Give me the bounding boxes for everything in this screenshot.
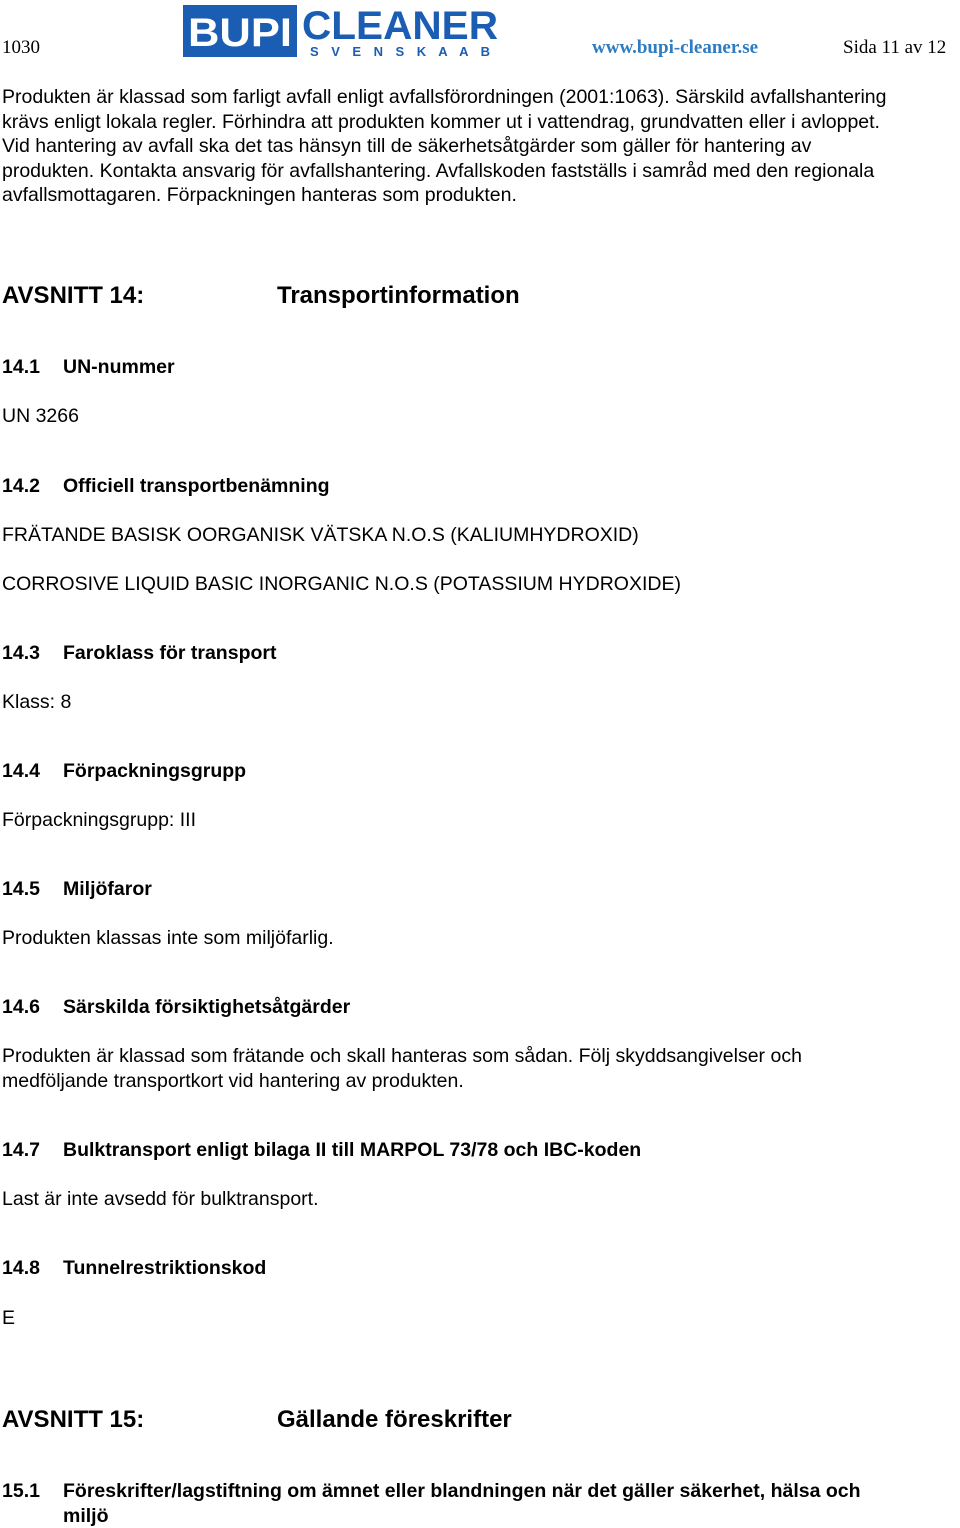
logo-word-svenska: S V E N S K A A B — [310, 44, 490, 58]
tunnel-code-value: E — [2, 1307, 16, 1329]
subsection-14-7-heading — [2, 1139, 641, 1162]
subsection-14-4-heading — [2, 760, 246, 783]
paragraph-line: produkten. Kontakta ansvarig för avfallshantering. Avfallskoden fastställs i samråd med den regionala — [2, 159, 875, 182]
subsection-title: Faroklass för transport — [63, 642, 277, 664]
environmental-hazard-value: Produkten klassas inte som miljöfarlig. — [2, 927, 334, 949]
subsection-14-6-heading — [2, 996, 350, 1019]
subsection-number: 14.7 — [2, 1139, 40, 1161]
packing-group-value: Förpackningsgrupp: III — [2, 809, 197, 831]
bulk-transport-value: Last är inte avsedd för bulktransport. — [2, 1188, 319, 1210]
section-14-label: AVSNITT 14: — [2, 282, 145, 309]
paragraph-line: avfallsmottagaren. Förpackningen hanteras som produkten. — [2, 184, 517, 206]
logo-word-bupi: BUPI — [188, 11, 292, 55]
precautions-line-2: medföljande transportkort vid hantering av produkten. — [2, 1070, 464, 1092]
subsection-14-1-heading — [2, 356, 175, 379]
bupi-cleaner-logo — [180, 3, 510, 58]
document-number: 1030 — [2, 37, 40, 58]
precautions-line-1: Produkten är klassad som frätande och skall hanteras som sådan. Följ skyddsangivelser och — [2, 1045, 802, 1067]
section-15-title: Gällande föreskrifter — [277, 1406, 512, 1433]
paragraph-line: Produkten är klassad som farligt avfall enligt avfallsförordningen (2001:1063). Särskild avfallshantering — [2, 86, 887, 108]
subsection-number: 14.2 — [2, 475, 40, 497]
shipping-name-english: CORROSIVE LIQUID BASIC INORGANIC N.O.S (POTASSIUM HYDROXIDE) — [2, 573, 681, 595]
subsection-title: Särskilda försiktighetsåtgärder — [63, 996, 351, 1018]
subsection-title-continuation: miljö — [63, 1505, 109, 1527]
section-15-label: AVSNITT 15: — [2, 1406, 145, 1433]
website-link[interactable]: www.bupi-cleaner.se — [592, 37, 759, 58]
paragraph-line: Vid hantering av avfall ska det tas hänsyn till de säkerhetsåtgärder som gäller för hantering av — [2, 135, 812, 157]
subsection-14-2-heading — [2, 475, 330, 498]
paragraph-line: krävs enligt lokala regler. Förhindra att produkten kommer ut i vattendrag, grundvatten eller i avloppet. — [2, 110, 880, 133]
disposal-paragraph — [2, 85, 957, 208]
subsection-title: UN-nummer — [63, 356, 175, 378]
un-number-value: UN 3266 — [2, 405, 79, 427]
logo-word-cleaner: CLEANER — [302, 4, 499, 48]
subsection-14-5-heading — [2, 878, 152, 901]
hazard-class-value: Klass: 8 — [2, 691, 72, 713]
subsection-number: 14.3 — [2, 642, 40, 664]
subsection-title: Tunnelrestriktionskod — [63, 1257, 267, 1279]
subsection-number: 14.6 — [2, 996, 40, 1018]
subsection-14-8-heading — [2, 1257, 266, 1280]
subsection-number: 14.1 — [2, 356, 40, 378]
subsection-title: Miljöfaror — [63, 878, 152, 900]
subsection-title: Bulktransport enligt bilaga II till MARPOL 73/78 och IBC-koden — [63, 1139, 642, 1161]
subsection-number: 14.8 — [2, 1257, 40, 1279]
shipping-name-swedish: FRÄTANDE BASISK OORGANISK VÄTSKA N.O.S (KALIUMHYDROXID) — [2, 524, 639, 546]
subsection-14-3-heading — [2, 642, 276, 665]
section-14-title: Transportinformation — [277, 282, 520, 309]
subsection-number: 15.1 — [2, 1480, 40, 1502]
subsection-number: 14.4 — [2, 760, 40, 782]
subsection-15-1-heading — [2, 1480, 861, 1503]
subsection-title: Föreskrifter/lagstiftning om ämnet eller blandningen när det gäller säkerhet, hälsa och — [63, 1480, 861, 1502]
subsection-title: Officiell transportbenämning — [63, 475, 330, 497]
subsection-number: 14.5 — [2, 878, 40, 900]
page-indicator: Sida 11 av 12 — [843, 37, 947, 58]
subsection-title: Förpackningsgrupp — [63, 760, 247, 782]
